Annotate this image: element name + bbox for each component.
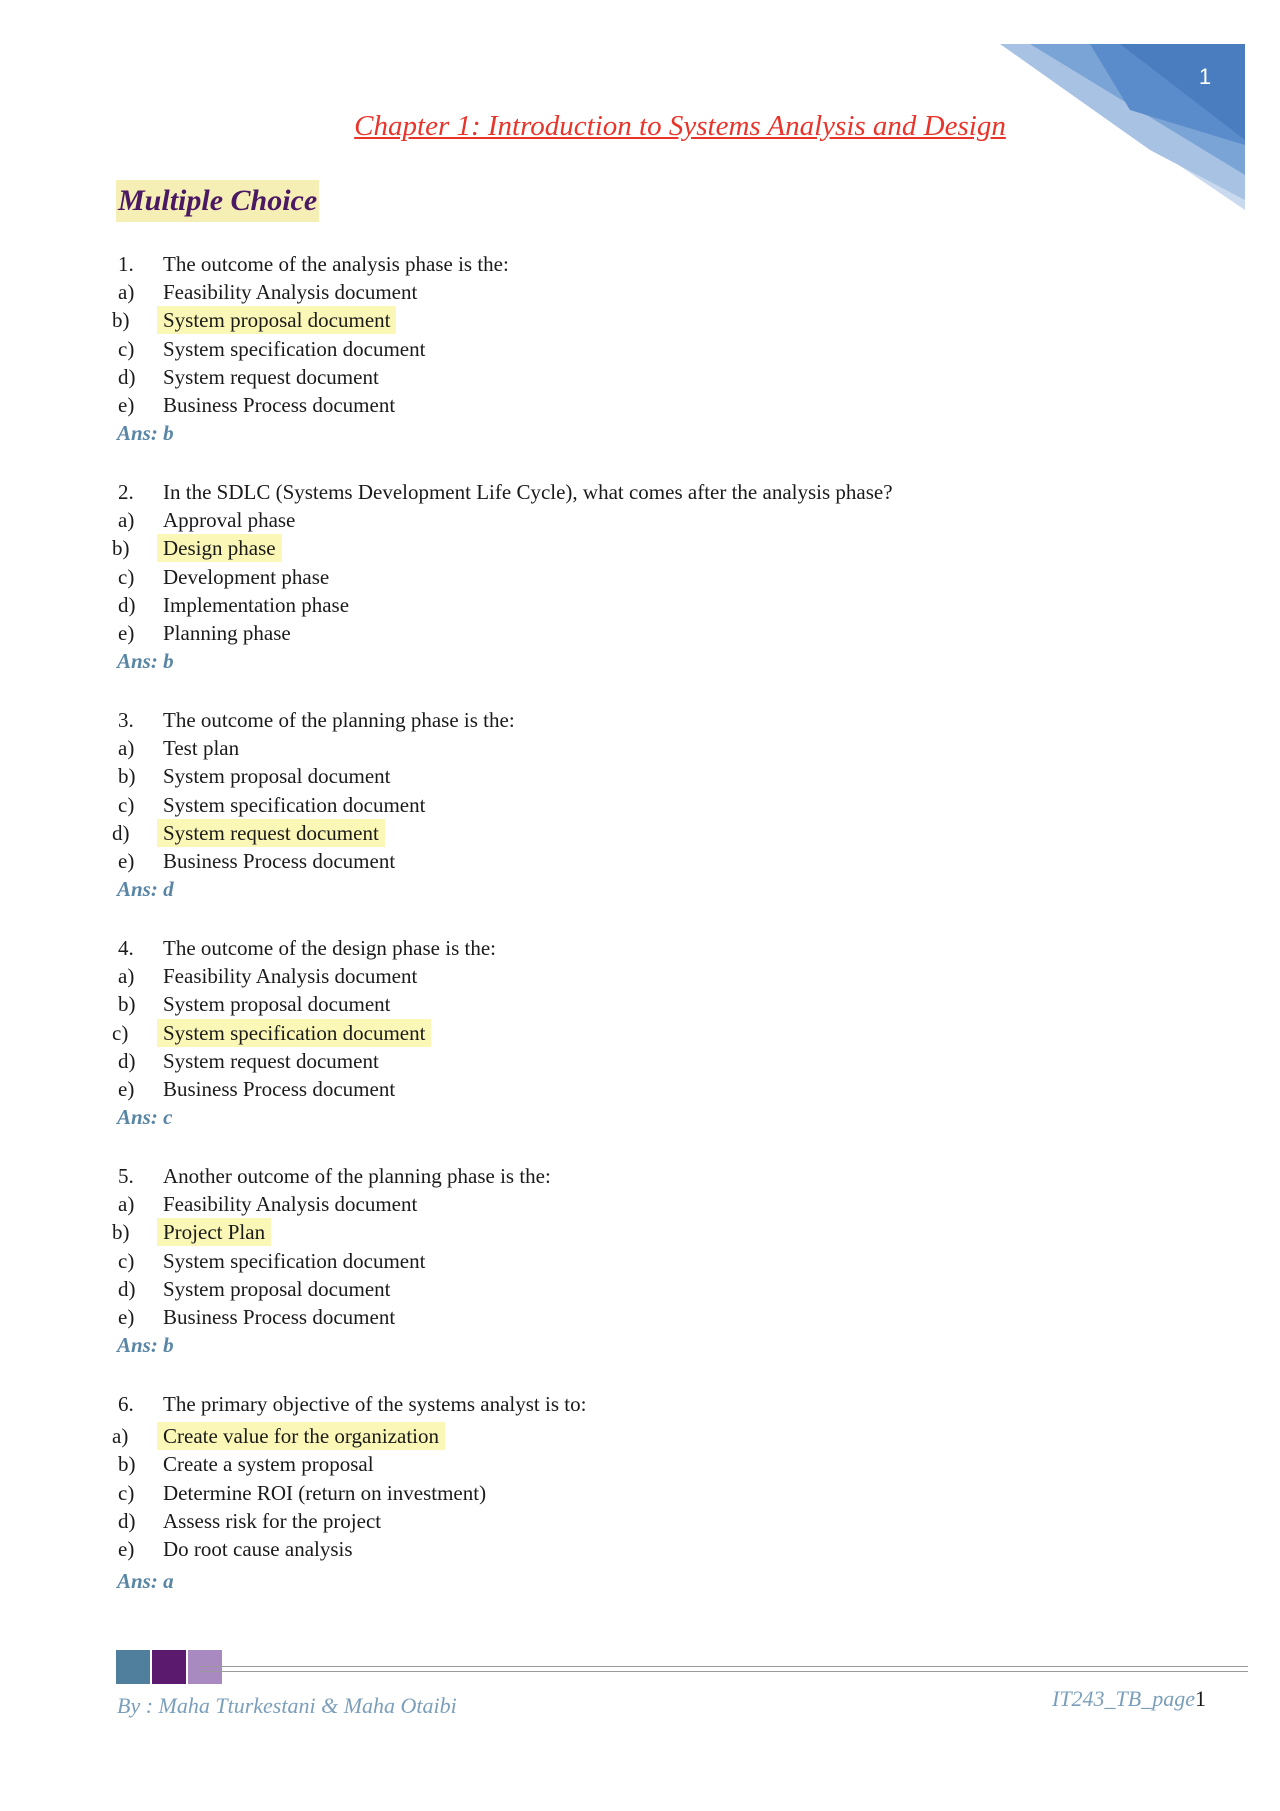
option-text: Determine ROI (return on investment)	[163, 1480, 487, 1505]
question-number: 3.	[118, 708, 134, 732]
option-letter: d)	[118, 1276, 136, 1301]
option-letter: c)	[118, 1480, 135, 1505]
option-text: Test plan	[163, 736, 240, 761]
question-number: 2.	[118, 480, 134, 504]
question-number: 4.	[118, 936, 134, 960]
option-letter: d)	[118, 364, 136, 389]
answer-key: Ans: b	[117, 421, 174, 446]
option-text-highlighted: System request document	[157, 819, 385, 847]
option-text-highlighted: Design phase	[157, 534, 282, 562]
option-text: Do root cause analysis	[163, 1537, 353, 1561]
section-heading: Multiple Choice	[116, 180, 319, 222]
option-letter: e)	[118, 849, 135, 873]
footer-author: By : Maha Tturkestani & Maha Otaibi	[117, 1693, 457, 1718]
option-text: System proposal document	[163, 1276, 391, 1301]
option-text-highlighted: System proposal document	[157, 306, 396, 334]
option-text: Feasibility Analysis document	[163, 964, 418, 989]
option-text: Planning phase	[163, 621, 291, 645]
option-letter: b)	[118, 992, 136, 1017]
option-letter: e)	[118, 1305, 135, 1329]
option-letter: c)	[118, 1248, 135, 1273]
footer-page-label	[1052, 1686, 1206, 1712]
option-letter: a)	[118, 1192, 135, 1217]
question-text: The outcome of the design phase is the:	[163, 936, 496, 960]
option-letter: d)	[118, 1508, 136, 1533]
question-text: Another outcome of the planning phase is the:	[163, 1164, 551, 1188]
option-letter: a)	[118, 280, 135, 305]
option-text: System specification document	[163, 1248, 426, 1273]
answer-key: Ans: c	[117, 1105, 173, 1130]
option-letter: e)	[118, 1077, 135, 1101]
option-text-highlighted: Create value for the organization	[157, 1422, 445, 1450]
option-text: Business Process document	[163, 849, 396, 873]
question-text: In the SDLC (Systems Development Life Cycle), what comes after the analysis phase?	[163, 480, 893, 504]
option-text: System specification document	[163, 336, 426, 361]
answer-key: Ans: b	[117, 1333, 174, 1358]
answer-key: Ans: d	[117, 877, 174, 902]
footer-page-text: IT243_TB_page	[1052, 1686, 1195, 1711]
option-text: System request document	[163, 364, 379, 389]
option-text: Create a system proposal	[163, 1452, 374, 1477]
option-text: Feasibility Analysis document	[163, 280, 418, 305]
answer-key: Ans: b	[117, 649, 174, 674]
option-letter: d)	[112, 820, 130, 845]
option-letter: e)	[118, 1537, 135, 1561]
option-text-highlighted: Project Plan	[157, 1218, 271, 1246]
answer-key: Ans: a	[117, 1569, 174, 1594]
option-letter: a)	[118, 736, 135, 761]
option-text: Business Process document	[163, 1077, 396, 1101]
question-number: 5.	[118, 1164, 134, 1188]
option-letter: a)	[118, 508, 135, 533]
option-letter: b)	[112, 536, 130, 561]
question-number: 6.	[118, 1392, 134, 1416]
option-letter: d)	[118, 1048, 136, 1073]
option-letter: c)	[118, 792, 135, 817]
footer-square-1	[116, 1650, 150, 1684]
option-text: Business Process document	[163, 393, 396, 417]
option-text: Development phase	[163, 564, 330, 589]
option-text: System proposal document	[163, 764, 391, 789]
question-number: 1.	[118, 252, 134, 276]
option-text: Implementation phase	[163, 592, 350, 617]
option-letter: c)	[118, 564, 135, 589]
header-page-number: 1	[1198, 64, 1212, 89]
footer-rule	[200, 1666, 1248, 1672]
option-text: System request document	[163, 1048, 379, 1073]
option-letter: c)	[112, 1020, 129, 1045]
question-text: The outcome of the planning phase is the:	[163, 708, 515, 732]
question-text: The outcome of the analysis phase is the:	[163, 252, 509, 276]
question-text: The primary objective of the systems analyst is to:	[163, 1392, 587, 1416]
option-text: Approval phase	[163, 508, 296, 533]
option-text: Feasibility Analysis document	[163, 1192, 418, 1217]
option-letter: e)	[118, 621, 135, 645]
option-letter: d)	[118, 592, 136, 617]
option-text: Assess risk for the project	[163, 1508, 382, 1533]
option-text: System specification document	[163, 792, 426, 817]
option-letter: b)	[112, 308, 130, 333]
footer-page-number: 1	[1195, 1686, 1206, 1711]
option-letter: b)	[112, 1220, 130, 1245]
option-letter: b)	[118, 1452, 136, 1477]
footer-square-2	[152, 1650, 186, 1684]
option-letter: a)	[112, 1424, 129, 1449]
option-text: System proposal document	[163, 992, 391, 1017]
option-letter: b)	[118, 764, 136, 789]
option-text-highlighted: System specification document	[157, 1019, 431, 1047]
chapter-title: Chapter 1: Introduction to Systems Analysis and Design	[354, 110, 1006, 142]
option-letter: e)	[118, 393, 135, 417]
option-letter: c)	[118, 336, 135, 361]
option-letter: a)	[118, 964, 135, 989]
option-text: Business Process document	[163, 1305, 396, 1329]
